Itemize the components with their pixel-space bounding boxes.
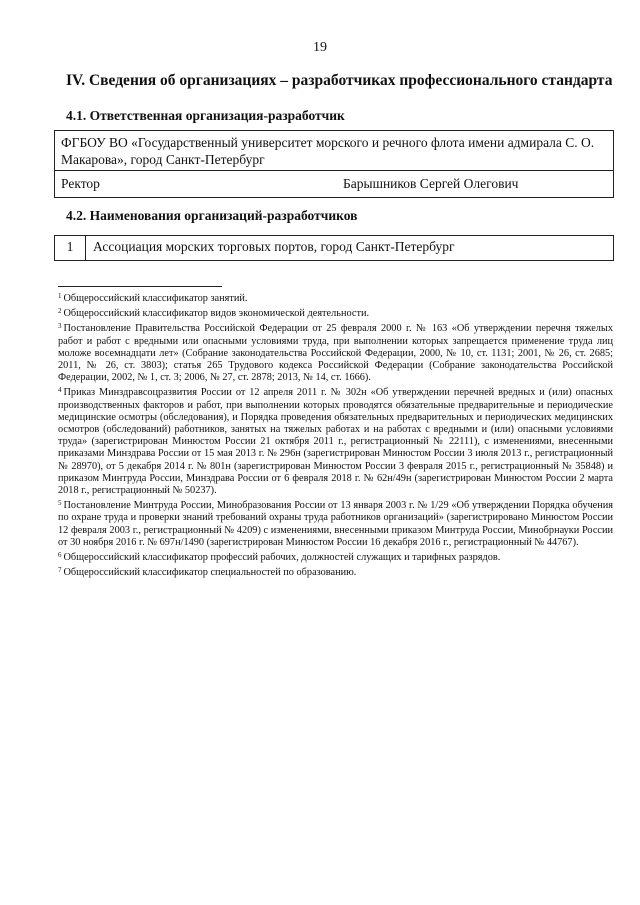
subsection-title-4-2: 4.2. Наименования организаций-разработчиков: [66, 208, 358, 223]
section-title: IV. Сведения об организациях – разработчиках профессионального стандарта: [66, 72, 613, 89]
responsible-organization-table: [54, 130, 614, 198]
footnote-mark: 3: [58, 322, 62, 331]
footnote-item: [58, 290, 613, 305]
footnote-item: [58, 564, 613, 579]
footnote-mark: 1: [58, 292, 62, 300]
footnote-text: Общероссийский классификатор специальностей по образованию.: [63, 567, 357, 579]
footnote-text: Постановление Минтруда России, Минобразования России от 13 января 2003 г. № 1/29 «Об утверждении Порядка обучения по охране труда и проверки знаний требований охраны труда работников организаций» (зарегистрировано Минюстом России 12 февраля 2003 г., регистрационный № 4209) с изменениями, внесенными приказом Минтруда России, Минобрнауки России от 30 ноября 2016 г. № 697н/1490 (зарегистрирован Минюстом России 16 декабря 2016 г., регистрационный № 44767).: [58, 500, 613, 548]
footnote-mark: 6: [58, 551, 62, 560]
footnote-mark: 2: [58, 307, 62, 316]
footnote-mark: 5: [58, 499, 62, 508]
footnote-text: Общероссийский классификатор профессий рабочих, должностей служащих и тарифных разрядов.: [63, 552, 501, 564]
footnote-text: Приказ Минздравсоцразвития России от 12 апреля 2011 г. № 302н «Об утверждении перечней вредных и (или) опасных производственных факторов и работ, при выполнении которых проводятся обязательные предварительные и периодические медицинские осмотры (обследования), и Порядка проведения обязательных предварительных и периодических медицинских осмотров (обследований) работников, занятых на тяжелых работах и на работах с вредными и (или) опасными условиями труда» (зарегистрирован Минюстом России 21 октября 2011 г., регистрационный № 22111), с изменениями, внесенными приказами Минздрава России от 15 мая 2013 г. № 296н (зарегистрирован Минюстом России 3 июля 2013 г., регистрационный № 28970), от 5 декабря 2014 г. № 801н (зарегистрирован Минюстом России 3 февраля 2015 г., регистрационный № 35848) и приказом Минтруда России, Минздрава России от 6 февраля 2018 г. № 62н/49н (зарегистрирован Минюстом России 2 марта 2018 г., регистрационный № 50237).: [58, 387, 613, 497]
head-row: [55, 171, 613, 197]
footnote-text: Общероссийский классификатор видов экономической деятельности.: [63, 308, 370, 320]
organization-name: ФГБОУ ВО «Государственный университет морского и речного флота имени адмирала С. О. Макарова», город Санкт-Петербург: [55, 131, 613, 171]
footnote-text: Общероссийский классификатор занятий.: [63, 293, 248, 304]
footnote-item: [58, 384, 613, 497]
head-name: Барышников Сергей Олегович: [343, 176, 519, 191]
footnote-text: Постановление Правительства Российской Федерации от 25 февраля 2000 г. № 163 «Об утверждении перечня тяжелых работ и работ с вредными или опасными условиями труда, при выполнении которых запрещается применение труда лиц моложе восемнадцати лет» (Собрание законодательства Российской Федерации, 2000, № 10, ст. 1131; 2001, № 26, ст. 2685; 2011, № 26, ст. 3803); статья 265 Трудового кодекса Российской Федерации (Собрание законодательства Российской Федерации, 2002, № 1, ст. 3; 2006, № 27, ст. 2878; 2013, № 14, ст. 1666).: [58, 323, 613, 384]
footnote-item: [58, 320, 613, 384]
footnote-divider: [58, 286, 222, 287]
footnote-mark: 4: [58, 386, 62, 395]
subsection-title-4-1: 4.1. Ответственная организация-разработчик: [66, 108, 345, 123]
head-position: Ректор: [61, 176, 100, 191]
table-row-organization: Ассоциация морских торговых портов, город Санкт-Петербург: [93, 239, 455, 254]
footnote-item: [58, 497, 613, 549]
page-number: 19: [313, 40, 327, 55]
footnote-item: [58, 549, 613, 564]
footnotes: [58, 290, 613, 579]
footnote-mark: 7: [58, 566, 62, 575]
table-row-number: 1: [55, 236, 86, 260]
footnote-item: [58, 305, 613, 320]
developer-organizations-table: [54, 235, 614, 261]
